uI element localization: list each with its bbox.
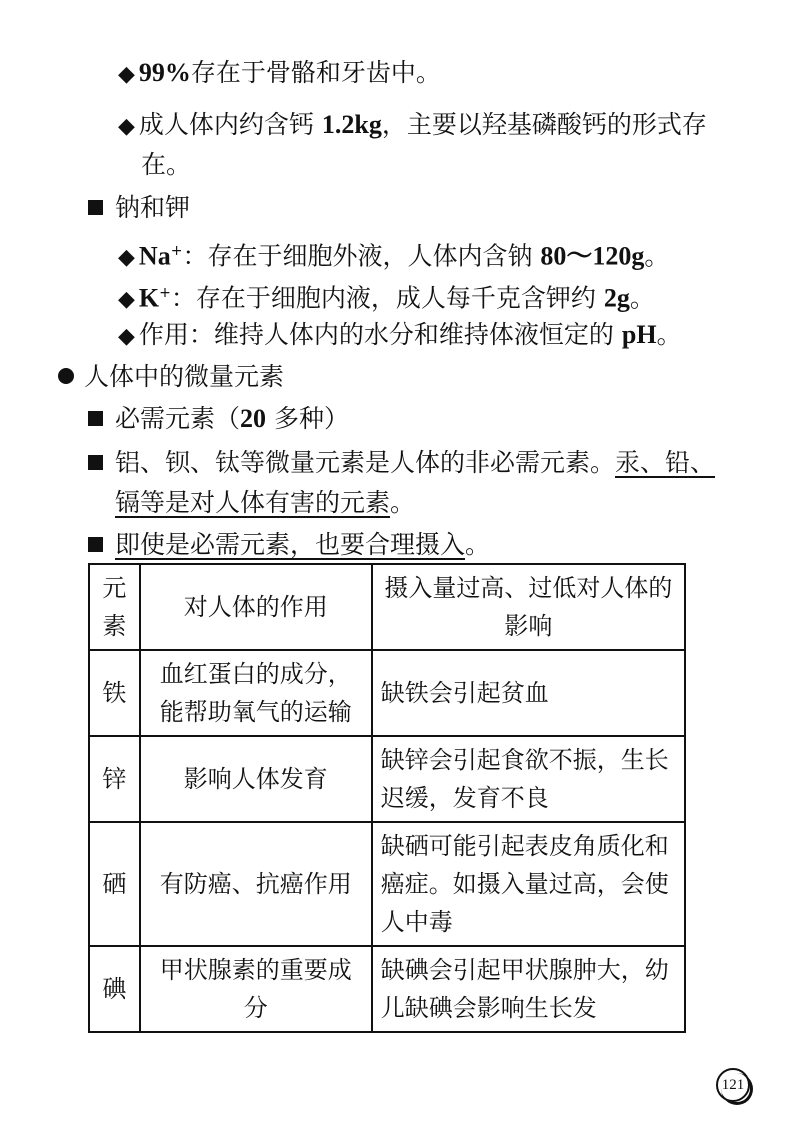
bullet-line-1 (118, 58, 441, 90)
section-title: 人体中的微量元素 (84, 362, 285, 391)
diamond-bullet-icon: ◆ (118, 324, 135, 349)
underlined-text: 镉等是对人体有害的元素 (115, 488, 391, 517)
sodium-charge: + (170, 243, 183, 259)
line-text: ：存在于细胞内液，成人每千克含钾约 (170, 283, 604, 313)
header-impact: 摄入量过高、过低对人体的影响 (372, 564, 685, 650)
bullet-effect (118, 320, 682, 352)
essential-count: 20 (240, 404, 267, 433)
square-bullet-icon (88, 455, 103, 470)
item-nonessential (88, 448, 715, 478)
underlined-text: 即使是必需元素，也要合理摄入 (115, 530, 466, 559)
cell-impact: 缺铁会引起贫血 (372, 650, 685, 736)
potassium-symbol: K (138, 283, 160, 313)
line-text: 。 (644, 241, 670, 271)
cell-element: 铁 (89, 650, 140, 736)
table-header-row (89, 564, 685, 650)
line-text: 存在于骨骼和牙齿中。 (190, 58, 441, 87)
calcium-amount: 1.2kg (321, 110, 382, 139)
section-trace-elements (58, 362, 284, 392)
bullet-sodium (118, 236, 669, 273)
cell-impact: 缺碘会引起甲状腺肿大，幼儿缺碘会影响生长发 (372, 946, 685, 1032)
cell-element: 硒 (89, 822, 140, 946)
page-number: 121 (716, 1068, 750, 1102)
line-text: 。 (656, 320, 682, 349)
circle-bullet-icon (58, 368, 74, 384)
diamond-bullet-icon: ◆ (118, 245, 135, 271)
table-row (89, 946, 685, 1032)
ph-term: pH (621, 320, 657, 349)
line-text: ，主要以羟基磷酸钙的形式存 (381, 110, 707, 139)
line-text: 作用：维持人体内的水分和维持体液恒定的 (138, 320, 622, 349)
cell-effect: 有防癌、抗癌作用 (140, 822, 372, 946)
bullet-line-2 (118, 110, 707, 142)
item-intake (88, 530, 490, 560)
section-title: 钠和钾 (115, 193, 191, 222)
percent-value: 99% (138, 58, 191, 87)
trace-elements-table (88, 563, 686, 1033)
item-nonessential-cont (115, 488, 415, 518)
cell-element: 碘 (89, 946, 140, 1032)
bullet-potassium (118, 278, 655, 315)
potassium-amount: 2g (603, 283, 630, 313)
line-text: 在。 (141, 150, 192, 179)
line-text: 。 (390, 488, 416, 517)
item-essential (88, 404, 349, 434)
bullet-line-2-cont (141, 150, 191, 180)
sodium-amount: 80～120g (540, 241, 645, 271)
line-text: 。 (465, 530, 491, 559)
diamond-bullet-icon: ◆ (118, 62, 135, 87)
square-bullet-icon (88, 537, 103, 552)
cell-effect: 血红蛋白的成分，能帮助氧气的运输 (140, 650, 372, 736)
table-row (89, 822, 685, 946)
line-text: 。 (629, 283, 655, 313)
diamond-bullet-icon: ◆ (118, 287, 135, 313)
header-effect: 对人体的作用 (140, 564, 372, 650)
section-sodium-potassium (88, 193, 190, 223)
line-text: 成人体内约含钙 (138, 110, 322, 139)
diamond-bullet-icon: ◆ (118, 114, 135, 139)
line-text: 铝、钡、钛等微量元素是人体的非必需元素。 (115, 448, 616, 477)
square-bullet-icon (88, 200, 103, 215)
sodium-symbol: Na (138, 241, 171, 271)
underlined-text: 汞、铅、 (615, 448, 716, 477)
square-bullet-icon (88, 411, 103, 426)
potassium-charge: + (159, 285, 171, 301)
line-text: ：存在于细胞外液，人体内含钠 (182, 241, 541, 271)
line-text: 必需元素（ (115, 404, 241, 433)
cell-effect: 甲状腺素的重要成分 (140, 946, 372, 1032)
line-text: 多种） (266, 404, 349, 433)
cell-element: 锌 (89, 736, 140, 822)
header-element: 元素 (89, 564, 140, 650)
cell-effect: 影响人体发育 (140, 736, 372, 822)
cell-impact: 缺硒可能引起表皮角质化和癌症。如摄入量过高，会使人中毒 (372, 822, 685, 946)
cell-impact: 缺锌会引起食欲不振，生长迟缓，发育不良 (372, 736, 685, 822)
table-row (89, 736, 685, 822)
table-row (89, 650, 685, 736)
